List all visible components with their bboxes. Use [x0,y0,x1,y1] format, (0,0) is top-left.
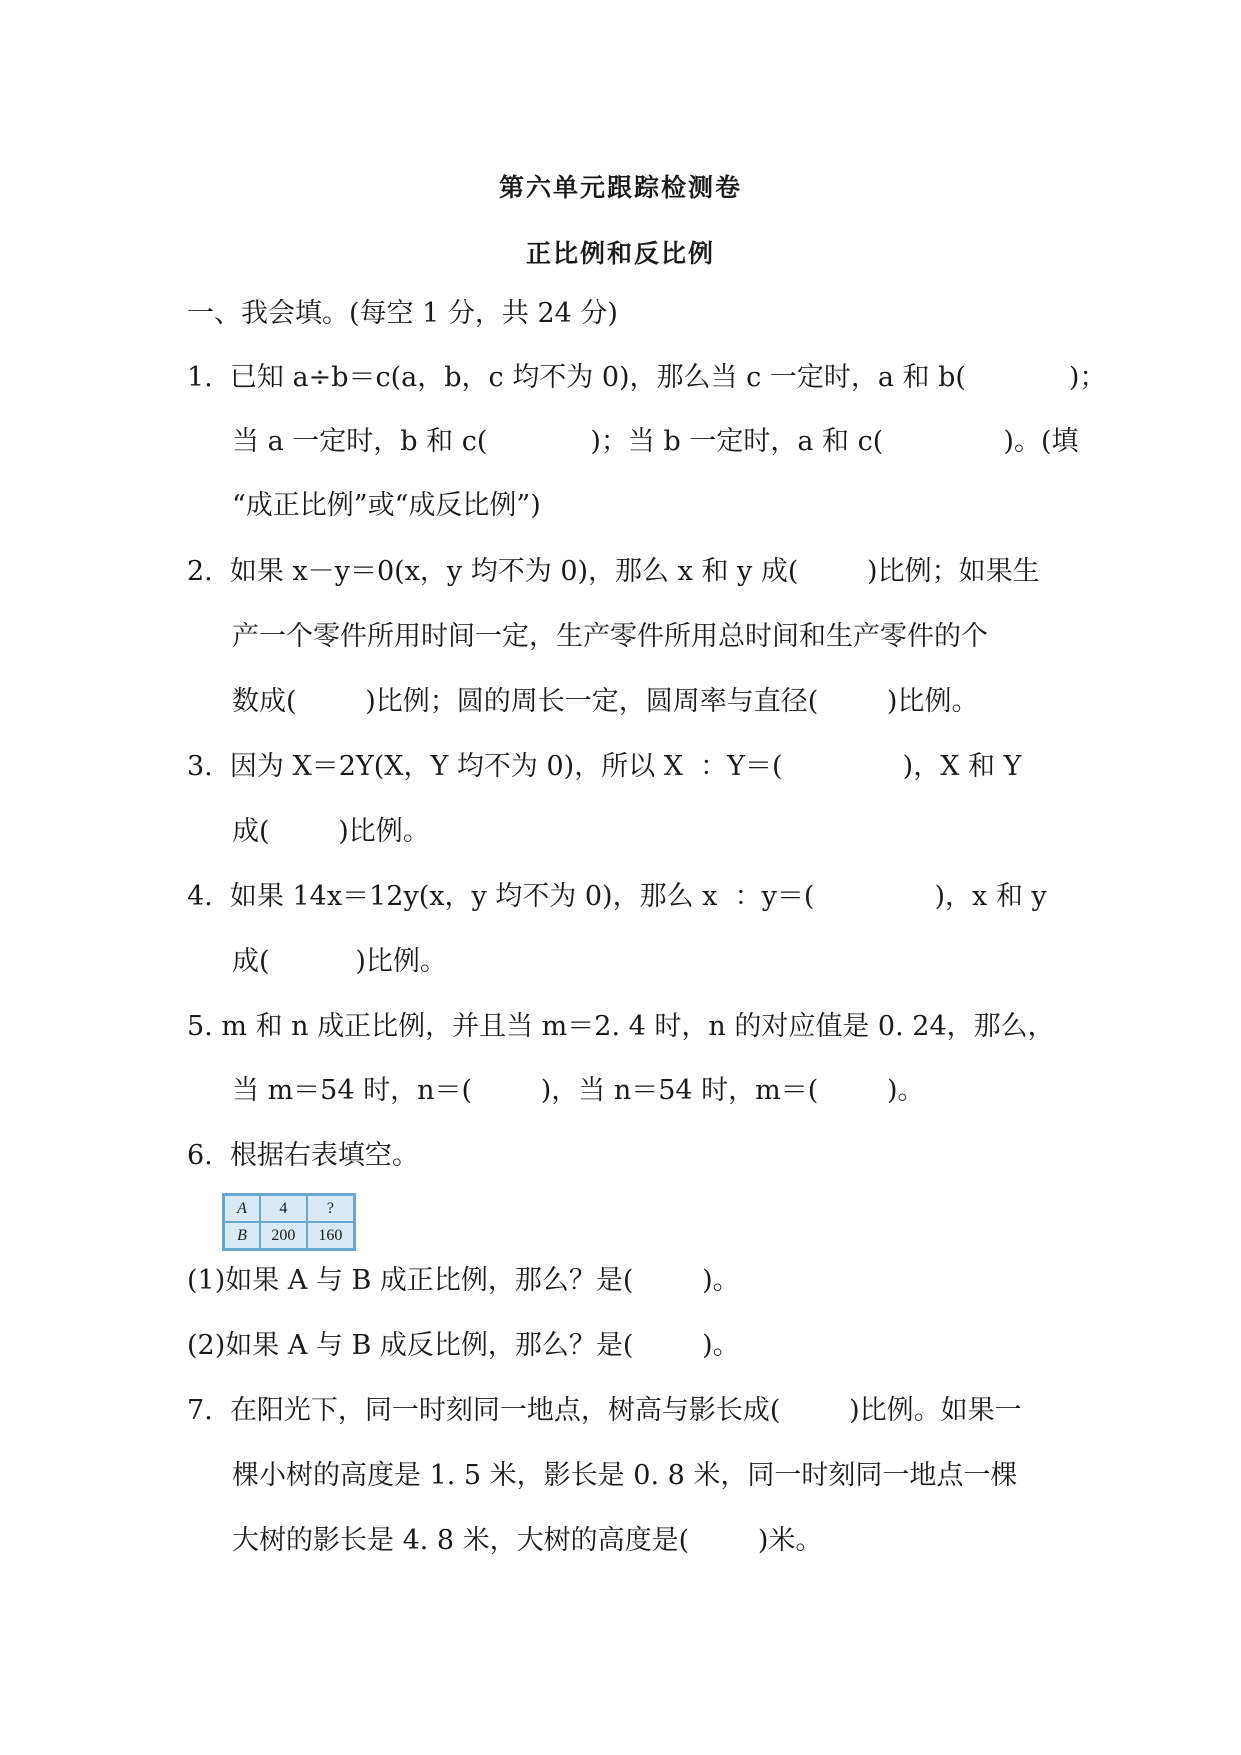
question-line: 4. 如果 14x＝12y(x，y 均不为 0)，那么 x ：y＝( )，x 和 y [187,881,1047,912]
question-line: (1)如果 A 与 B 成正比例，那么？是( )。 [187,1265,740,1296]
question-line: 棵小树的高度是 1. 5 米，影长是 0. 8 米，同一时刻同一地点一棵 [232,1460,1018,1491]
question-line: 5. m 和 n 成正比例，并且当 m＝2. 4 时，n 的对应值是 0. 24，那么， [187,1011,1055,1042]
question-line: 成( )比例。 [232,946,447,977]
question-line: 1. 已知 a÷b＝c(a，b，c 均不为 0)，那么当 c 一定时，a 和 b( )； [187,362,1107,393]
question-line: 产一个零件所用时间一定，生产零件所用总时间和生产零件的个 [232,621,988,652]
question-line: 大树的影长是 4. 8 米，大树的高度是( )米。 [232,1525,823,1556]
question-line: 7. 在阳光下，同一时刻同一地点，树高与影长成( )比例。如果一 [187,1395,1022,1426]
table-cell: B [224,1222,261,1250]
table-cell: 160 [307,1222,355,1250]
table-row [224,1222,355,1250]
question-line: 成( )比例。 [232,816,430,847]
table-cell: 4 [260,1195,307,1223]
question-line: 2. 如果 x－y＝0(x，y 均不为 0)，那么 x 和 y 成( )比例；如果生 [187,556,1040,587]
data-table [222,1193,356,1251]
page-subtitle: 正比例和反比例 [525,239,715,268]
question-line: 数成( )比例；圆的周长一定，圆周率与直径( )比例。 [232,686,979,717]
page-title: 第六单元跟踪检测卷 [498,173,742,202]
section-heading: 一、我会填。(每空 1 分，共 24 分) [187,298,618,329]
question-line: (2)如果 A 与 B 成反比例，那么？是( )。 [187,1330,740,1361]
table-cell: 200 [260,1222,307,1250]
table-cell: ? [307,1195,355,1223]
table-row [224,1195,355,1223]
question-line: “成正比例”或“成反比例”) [232,490,541,521]
question-line: 6. 根据右表填空。 [187,1140,419,1171]
table-cell: A [224,1195,261,1223]
question-line: 当 m＝54 时，n＝( )，当 n＝54 时，m＝( )。 [232,1075,925,1106]
question-line: 当 a 一定时，b 和 c( )；当 b 一定时，a 和 c( )。(填 [232,426,1079,457]
question-line: 3. 因为 X＝2Y(X，Y 均不为 0)，所以 X ：Y＝( )，X 和 Y [187,751,1022,782]
